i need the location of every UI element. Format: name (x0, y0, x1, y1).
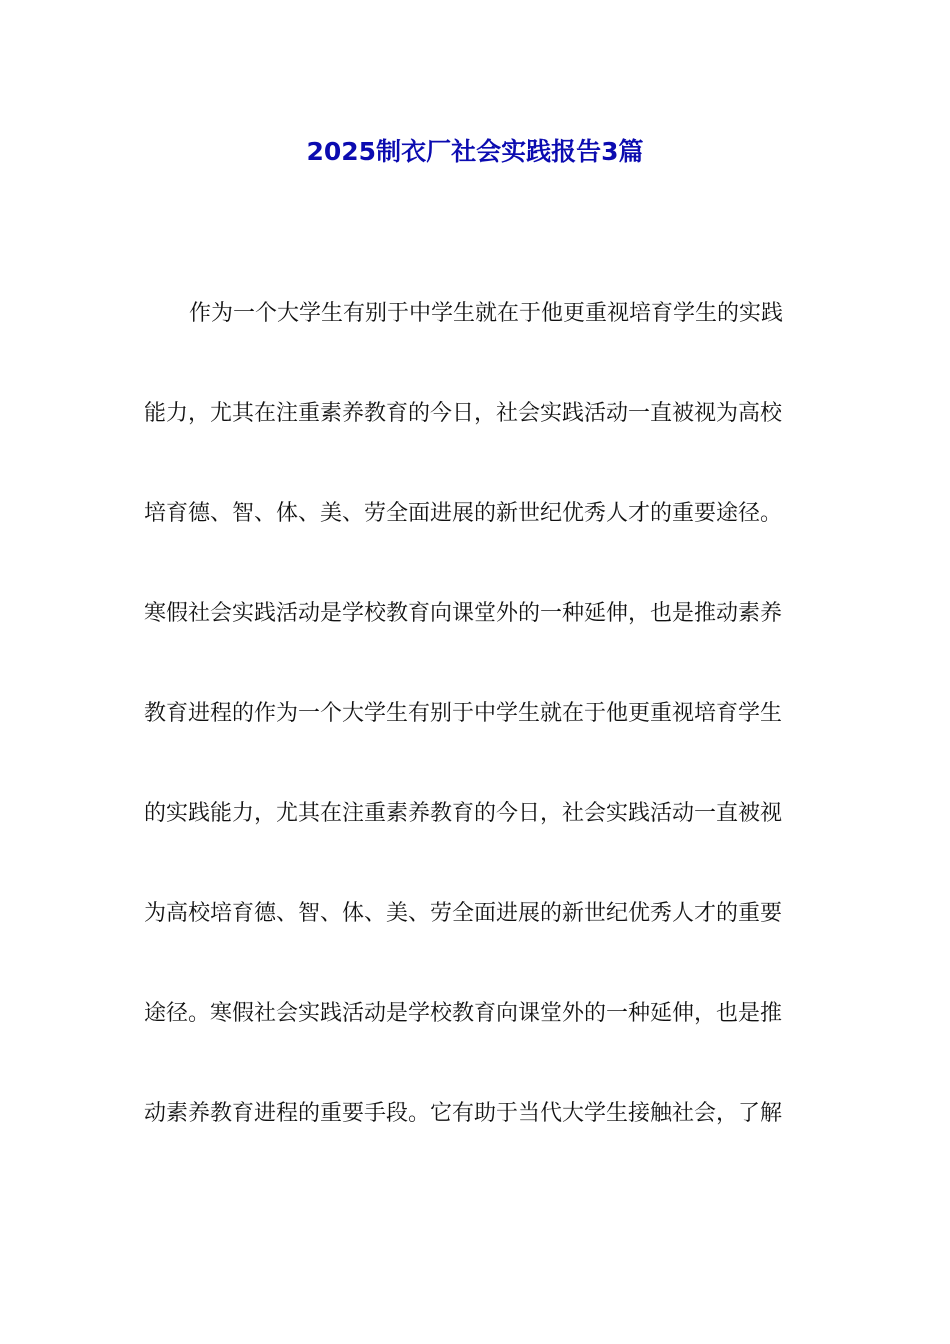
paragraph-line: 能力，尤其在注重素养教育的今日，社会实践活动一直被视为高校 (144, 401, 783, 426)
paragraph-line: 途径。寒假社会实践活动是学校教育向课堂外的一种延伸，也是推 (144, 1001, 783, 1026)
document-title: 2025制衣厂社会实践报告3篇 (306, 137, 644, 166)
paragraph-line: 为高校培育德、智、体、美、劳全面进展的新世纪优秀人才的重要 (144, 901, 783, 926)
paragraph-line: 教育进程的作为一个大学生有别于中学生就在于他更重视培育学生 (144, 701, 783, 726)
paragraph-line: 的实践能力，尤其在注重素养教育的今日，社会实践活动一直被视 (144, 801, 783, 826)
paragraph-line: 培育德、智、体、美、劳全面进展的新世纪优秀人才的重要途径。 (144, 501, 783, 526)
paragraph-line: 寒假社会实践活动是学校教育向课堂外的一种延伸，也是推动素养 (144, 601, 783, 626)
paragraph-line: 动素养教育进程的重要手段。它有助于当代大学生接触社会，了解 (144, 1101, 783, 1126)
paragraph-line: 作为一个大学生有别于中学生就在于他更重视培育学生的实践 (189, 301, 784, 326)
